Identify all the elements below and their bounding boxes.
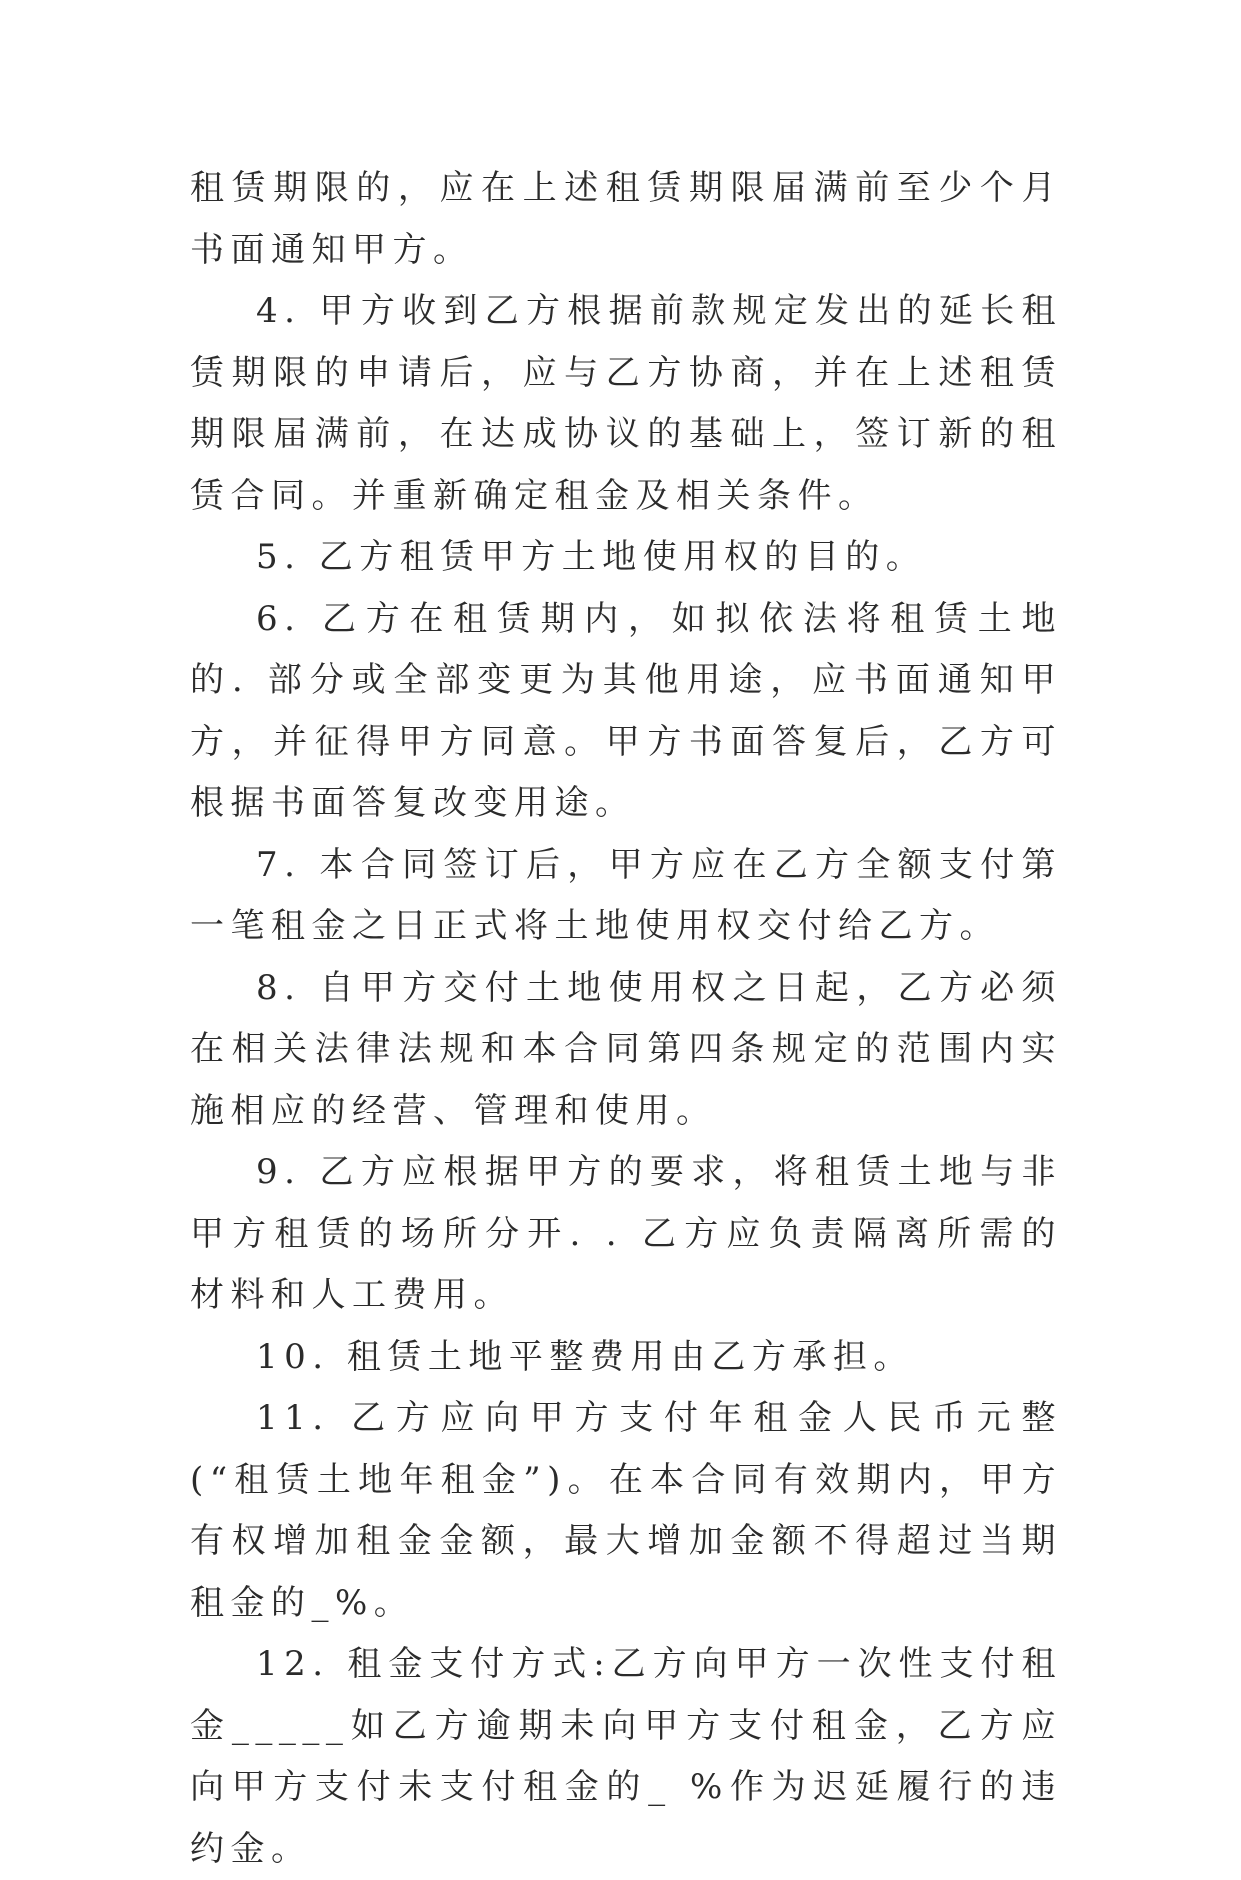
paragraph-clause-9: 9. 乙方应根据甲方的要求，将租赁土地与非甲方租赁的场所分开. . 乙方应负责隔离所需的材料和人工费用。 <box>190 1152 1062 1315</box>
document-body <box>190 158 1062 1880</box>
paragraph-clause-4: 4. 甲方收到乙方根据前款规定发出的延长租赁期限的申请后，应与乙方协商，并在上述租赁期限届满前，在达成协议的基础上，签订新的租赁合同。并重新确定租金及相关条件。 <box>190 291 1062 516</box>
paragraph-clause-8: 8. 自甲方交付土地使用权之日起，乙方必须在相关法律法规和本合同第四条规定的范围内实施相应的经营、管理和使用。 <box>190 967 1062 1131</box>
paragraph-clause-5: 5. 乙方租赁甲方土地使用权的目的。 <box>256 537 927 577</box>
paragraph-clause-10: 10. 租赁土地平整费用由乙方承担。 <box>256 1336 914 1377</box>
paragraph-clause-12: 12. 租金支付方式:乙方向甲方一次性支付租金_____如乙方逾期未向甲方支付租金，乙方应向甲方支付未支付租金的_ %作为迟延履行的违约金。 <box>190 1644 1062 1869</box>
paragraph-lease-renewal-notice: 租赁期限的，应在上述租赁期限届满前至少个月书面通知甲方。 <box>190 168 1062 270</box>
paragraph-clause-7: 7. 本合同签订后，甲方应在乙方全额支付第一笔租金之日正式将土地使用权交付给乙方。 <box>190 844 1062 946</box>
paragraph-clause-6: 6. 乙方在租赁期内，如拟依法将租赁土地的. 部分或全部变更为其他用途，应书面通知甲方，并征得甲方同意。甲方书面答复后，乙方可根据书面答复改变用途。 <box>190 598 1062 823</box>
paragraph-clause-11: 11. 乙方应向甲方支付年租金人民币元整(“租赁土地年租金”)。在本合同有效期内，甲方有权增加租金金额，最大增加金额不得超过当期租金的_%。 <box>190 1398 1062 1623</box>
